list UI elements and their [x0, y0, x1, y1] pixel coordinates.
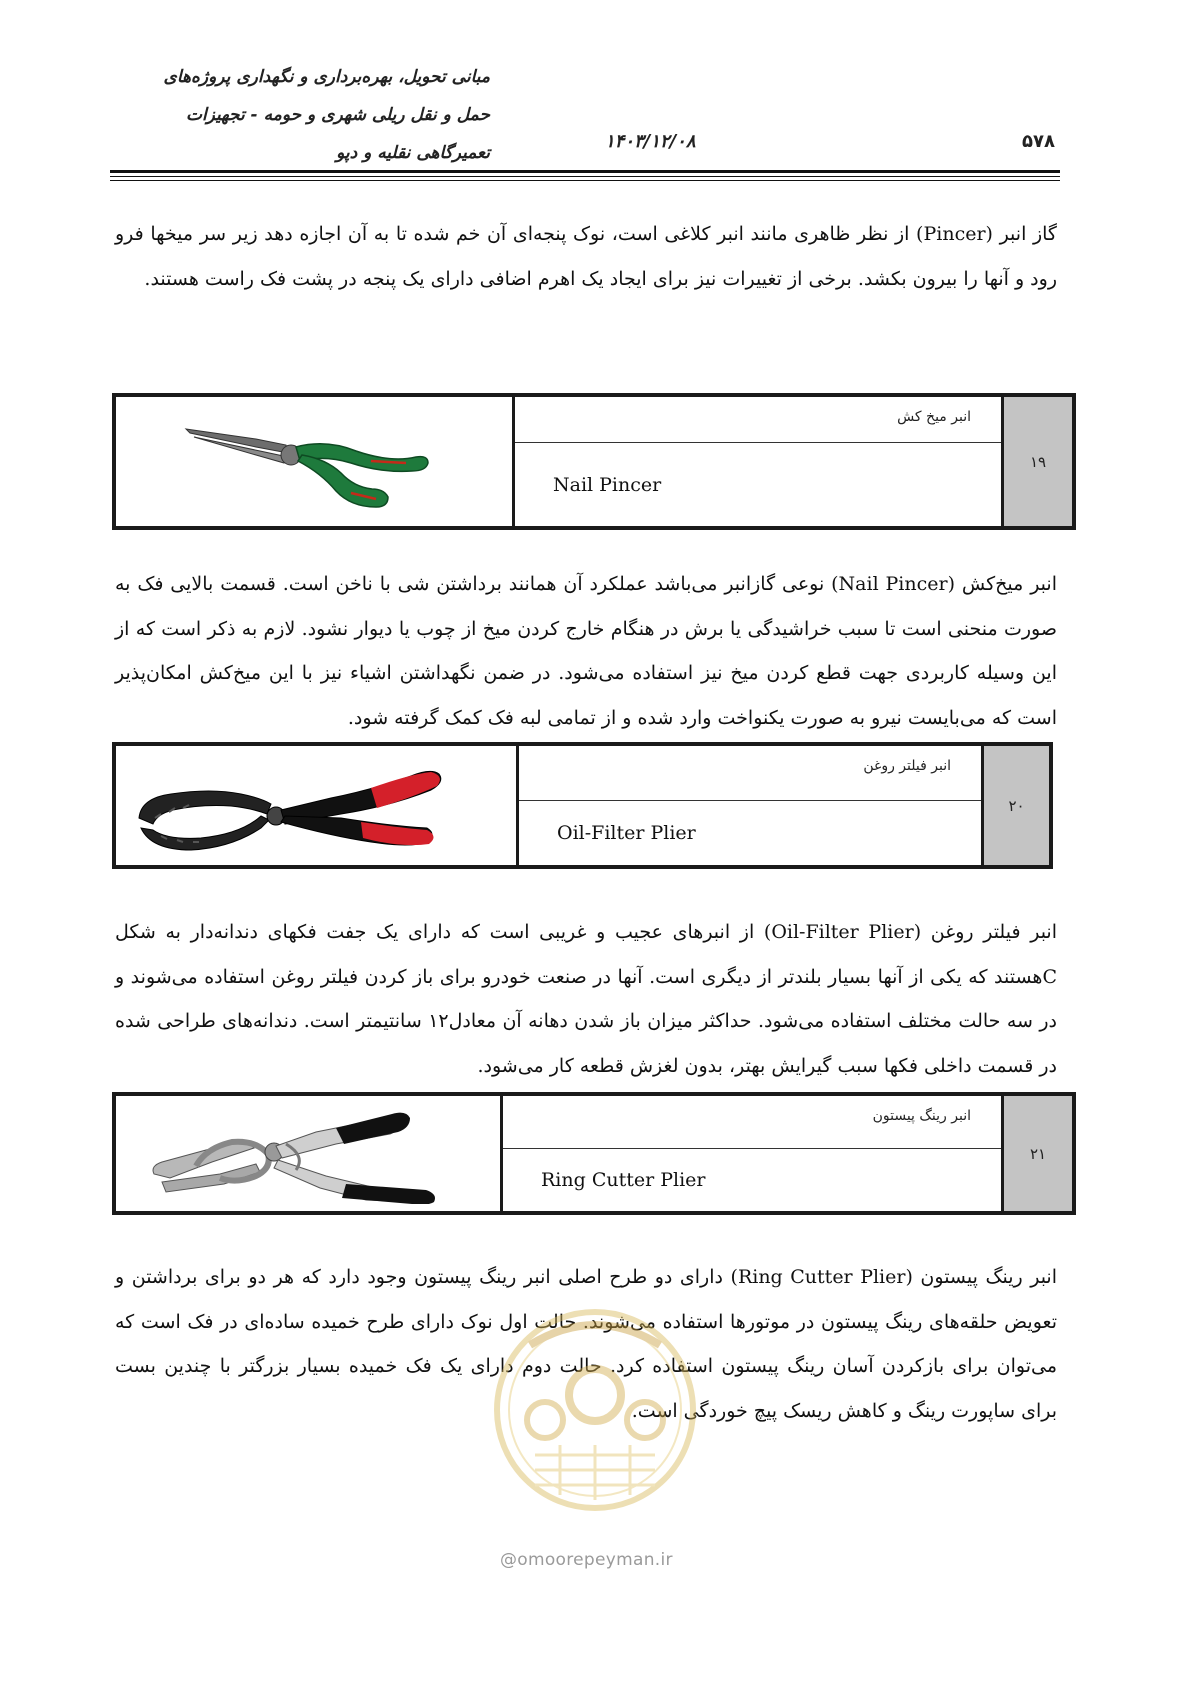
tool-image-cell	[116, 1096, 503, 1211]
paragraph-pincer-text: گاز انبر (Pincer) از نظر ظاهری مانند انبر کلاغی است، نوک پنجه‌ای آن خم شده تا به آن اجازه دهد زیر سر میخها فرو رود و آنها را بیرون بکشد. برخی از تغییرات نیز برای ایجاد یک اهرم اضافی دارای یک پنجه در پشت فک راست هستند.	[115, 223, 1057, 290]
header-rule-thin	[110, 176, 1060, 177]
tool-name-fa: انبر فیلتر روغن	[863, 758, 951, 774]
tool-name-fa: انبر میخ کش	[897, 409, 971, 425]
tool-number: ۱۹	[1029, 452, 1047, 471]
header-date: ۱۴۰۳/۱۲/۰۸	[605, 131, 696, 152]
watermark-text: @omoorepeyman.ir	[500, 1550, 673, 1570]
tool-name-en: Ring Cutter Plier	[541, 1169, 706, 1191]
nail-pincer-image	[176, 411, 446, 511]
tool-table-19	[112, 393, 1076, 530]
header-title-line-2: حمل و نقل ریلی شهری و حومه - تجهیزات	[185, 105, 490, 125]
tool-name-fa: انبر رینگ پیستون	[872, 1108, 971, 1124]
header-title-line-1: مبانی تحویل، بهره‌برداری و نگهداری پروژه‌های	[163, 67, 490, 87]
page-number: ۵۷۸	[1022, 131, 1055, 152]
tool-name-en: Oil-Filter Plier	[557, 822, 696, 844]
header-rule-thin-2	[110, 180, 1060, 181]
paragraph-nail-pincer-text: انبر میخ‌کش (Nail Pincer) نوعی گازانبر می‌باشد عملکرد آن همانند برداشتن شی با ناخن است. قسمت بالایی فک به صورت منحنی است تا سبب خراشیدگی یا برش در هنگام خارج کردن میخ از چوب یا دیوار نشود. لازم به ذکر است که از این وسیله کاربردی جهت قطع کردن میخ نیز استفاده می‌شود. در ضمن نگهداشتن اشیاء نیز با این میخ‌کش امکان‌پذیر است که می‌بایست نیرو به صورت یکنواخت وارد شده و از تمامی لبه فک کمک گرفته شود.	[115, 573, 1057, 729]
tool-name-fa-cell	[515, 397, 1001, 443]
paragraph-oil-filter-text: انبر فیلتر روغن (Oil-Filter Plier) از انبرهای عجیب و غریبی است که دارای یک جفت فکهای دندانه‌دار به شکل Cهستند که یکی از آنها بسیار بلندتر از دیگری است. آنها در صنعت خودرو برای باز کردن فیلتر روغن استفاده می‌شوند و در سه حالت مختلف استفاده می‌شود. حداکثر میزان باز شدن دهانه آن معادل۱۲ سانتیمتر است. دندانه‌های طراحی شده در قسمت داخلی فکها سبب گیرایش بهتر، بدون لغزش قطعه کار می‌شود.	[115, 921, 1057, 1077]
paragraph-oil-filter	[115, 910, 1057, 1088]
oil-filter-plier-image	[131, 758, 461, 858]
tool-number-cell	[1001, 1096, 1072, 1211]
tool-name-en: Nail Pincer	[553, 473, 662, 496]
tool-image-cell	[116, 746, 519, 865]
tool-number: ۲۰	[1008, 796, 1025, 815]
tool-name-en-cell	[503, 1149, 1001, 1211]
tool-number-cell	[981, 746, 1049, 865]
tool-number-cell	[1001, 397, 1072, 526]
paragraph-pincer	[115, 212, 1057, 301]
tool-name-en-cell	[519, 801, 981, 865]
tool-name-en-cell	[515, 443, 1001, 526]
ring-cutter-plier-image	[136, 1104, 466, 1204]
watermark-seal-icon	[490, 1285, 700, 1535]
header-title-line-3: تعمیرگاهی نقلیه و دپو	[336, 143, 490, 163]
tool-table-21	[112, 1092, 1076, 1215]
header-rule-thick	[110, 170, 1060, 173]
tool-image-cell	[116, 397, 515, 526]
tool-name-fa-cell	[503, 1096, 1001, 1149]
tool-name-fa-cell	[519, 746, 981, 801]
paragraph-nail-pincer	[115, 562, 1057, 740]
paragraph-ring-cutter-text: انبر رینگ پیستون (Ring Cutter Plier) دارای دو طرح اصلی انبر رینگ پیستون وجود دارد که هر دو برای برداشتن و تعویض حلقه‌های رینگ پیستون در موتورها استفاده می‌شوند. حالت اول نوک دارای طرح خمیده ساده‌ای در فک است که می‌توان برای بازکردن آسان رینگ پیستون استفاده کرد. حالت دوم دارای یک فک خمیده بسیار بزرگتر با چندین بست برای ساپورت رینگ و کاهش ریسک پیچ خوردگی است.	[115, 1266, 1057, 1422]
tool-table-20	[112, 742, 1053, 869]
tool-number: ۲۱	[1029, 1144, 1047, 1163]
